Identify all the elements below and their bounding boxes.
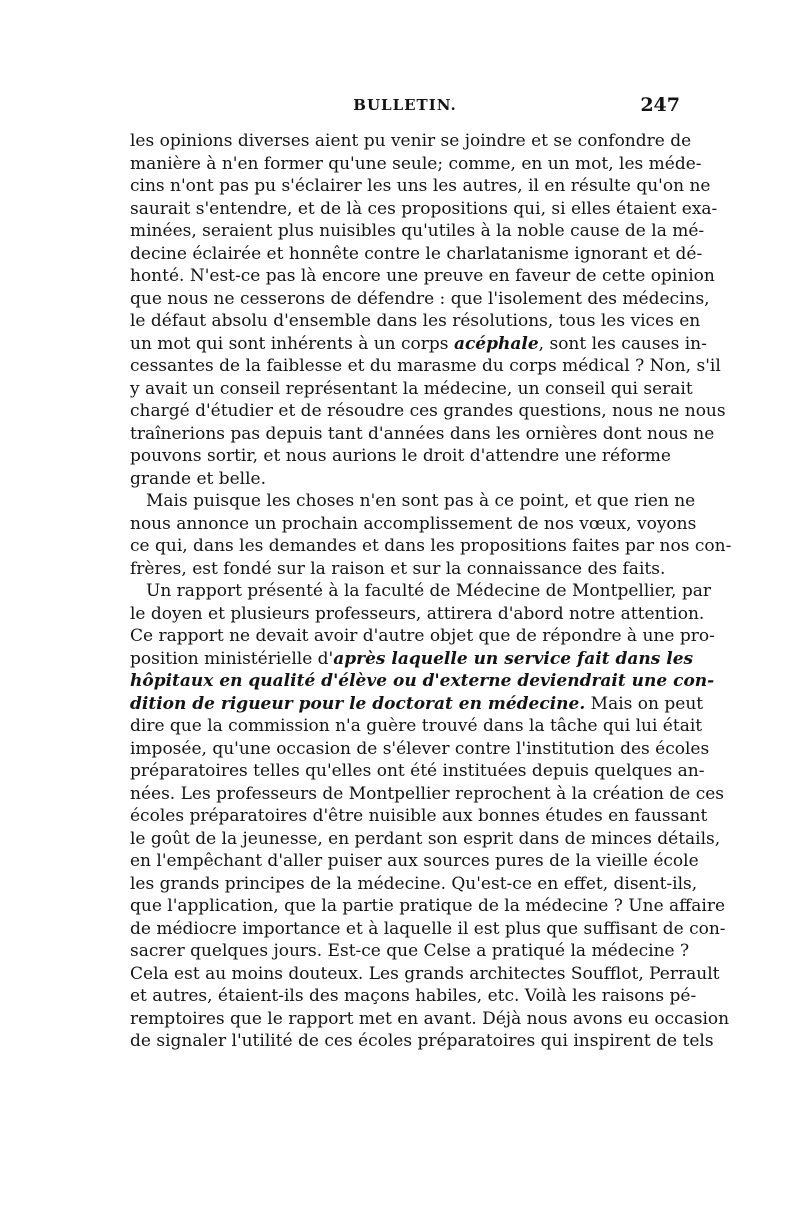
text-line: frères, est fondé sur la raison et sur la connaissance des faits.: [130, 558, 666, 579]
text-line: le défaut absolu d'ensemble dans les résolutions, tous les vices en: [130, 311, 701, 331]
text-line: nées. Les professeurs de Montpellier reprochent à la création de ces: [130, 783, 725, 804]
italic-text: acéphale: [453, 333, 539, 354]
text-line: le doyen et plusieurs professeurs, attirera d'abord notre attention.: [130, 603, 705, 624]
text-line: Ce rapport ne devait avoir d'autre objet que de répondre à une pro-: [130, 626, 715, 646]
text-line: minées, seraient plus nuisibles qu'utiles à la noble cause de la mé-: [130, 221, 705, 241]
italic-text: hôpitaux en qualité d'élève ou d'externe deviendrait une con-: [130, 671, 715, 691]
text-line: [130, 648, 694, 671]
text-line: imposée, qu'une occasion de s'élever contre l'institution des écoles: [130, 738, 710, 759]
text-line: de médiocre importance et à laquelle il est plus que suffisant de con-: [130, 918, 726, 939]
text-line: que nous ne cesserons de défendre : que l'isolement des médecins,: [130, 288, 710, 309]
text-line: Un rapport présenté à la faculté de Médecine de Montpellier, par: [146, 581, 711, 601]
text-line: pouvons sortir, et nous aurions le droit d'attendre une réforme: [130, 446, 671, 466]
text-line: de signaler l'utilité de ces écoles préparatoires qui inspirent de tels: [130, 1031, 714, 1051]
text-line: le goût de la jeunesse, en perdant son esprit dans de minces détails,: [130, 828, 721, 849]
text-line: [130, 333, 707, 356]
text-line: dire que la commission n'a guère trouvé dans la tâche qui lui était: [130, 716, 703, 736]
text-line: saurait s'entendre, et de là ces propositions qui, si elles étaient exa-: [130, 198, 718, 219]
text-line: traînerions pas depuis tant d'années dans les ornières dont nous ne: [130, 423, 715, 444]
page-header: [130, 96, 680, 122]
text-segment: un mot qui sont inhérents à un corps: [130, 333, 454, 354]
italic-text: après laquelle un service fait dans les: [333, 648, 694, 669]
text-line: grande et belle.: [130, 468, 267, 489]
text-line: honté. N'est-ce pas là encore une preuve en faveur de cette opinion: [130, 266, 715, 286]
text-line: écoles préparatoires d'être nuisible aux bonnes études en faussant: [130, 806, 708, 826]
text-line: préparatoires telles qu'elles ont été instituées depuis quelques an-: [130, 761, 705, 781]
running-title: BULLETIN.: [353, 96, 457, 114]
text-line: manière à n'en former qu'une seule; comme, en un mot, les méde-: [130, 153, 702, 174]
text-line: cessantes de la faiblesse et du marasme du corps médical ? Non, s'il: [130, 356, 721, 376]
text-line: que l'application, que la partie pratique de la médecine ? Une affaire: [130, 896, 725, 916]
text-line: Cela est au moins douteux. Les grands architectes Soufflot, Perrault: [130, 963, 720, 984]
text-line: les opinions diverses aient pu venir se joindre et se confondre de: [130, 131, 692, 151]
text-segment: Mais on peut: [585, 693, 704, 714]
text-line: decine éclairée et honnête contre le charlatanisme ignorant et dé-: [130, 243, 703, 264]
text-line: en l'empêchant d'aller puiser aux sources pures de la vieille école: [130, 851, 699, 871]
text-line: sacrer quelques jours. Est-ce que Celse a pratiqué la médecine ?: [130, 941, 690, 961]
text-line: chargé d'étudier et de résoudre ces grandes questions, nous ne nous: [130, 401, 726, 421]
text-line: remptoires que le rapport met en avant. Déjà nous avons eu occasion: [130, 1008, 730, 1029]
text-line: nous annonce un prochain accomplissement de nos vœux, voyons: [130, 513, 697, 534]
body-text: [130, 130, 732, 1053]
italic-text: dition de rigueur pour le doctorat en médecine.: [130, 693, 586, 714]
text-line: cins n'ont pas pu s'éclairer les uns les autres, il en résulte qu'on ne: [130, 176, 711, 196]
text-line: ce qui, dans les demandes et dans les propositions faites par nos con-: [130, 536, 732, 556]
text-line: y avait un conseil représentant la médecine, un conseil qui serait: [130, 378, 693, 399]
text-segment: , sont les causes in-: [538, 333, 707, 354]
text-line: et autres, étaient-ils des maçons habiles, etc. Voilà les raisons pé-: [130, 986, 697, 1006]
text-segment: position ministérielle d': [130, 648, 334, 669]
text-line: [130, 693, 704, 716]
text-line: [130, 670, 715, 693]
text-line: les grands principes de la médecine. Qu'est-ce en effet, disent-ils,: [130, 873, 698, 894]
page-number: 247: [640, 94, 680, 116]
text-line: Mais puisque les choses n'en sont pas à ce point, et que rien ne: [146, 491, 696, 511]
